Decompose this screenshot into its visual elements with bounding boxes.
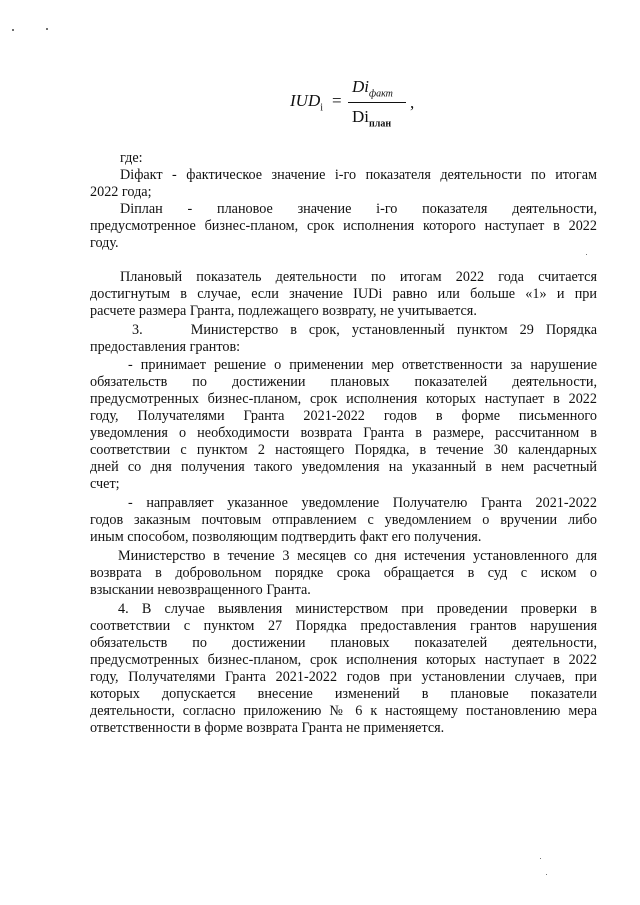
scan-speck (46, 28, 48, 30)
text-line: Министерство в течение 3 месяцев со дня истечения установленного для (118, 548, 597, 564)
text-line: взыскании невозвращенного Гранта. (90, 582, 311, 598)
formula-comma: , (410, 93, 415, 112)
text-line: предусмотренных бизнес-планом, срок исполнения которых наступает в 2022 (90, 652, 597, 668)
text-line: уведомления о необходимости возврата Гранта в размере, рассчитанном в (90, 425, 597, 441)
formula-numerator: $Di_{факт}$ (352, 77, 393, 100)
text-line: возврата в добровольном порядке срока обращается в суд с иском о (90, 565, 597, 581)
text-line: Плановый показатель деятельности по итогам 2022 года считается (120, 269, 597, 285)
text-line: счет; (90, 476, 120, 492)
text-line: Diплан - плановое значение i-го показателя деятельности, (120, 201, 597, 217)
formula-lhs: $IUD_i$ (290, 91, 323, 114)
text-line: году, Получателями Гранта 2021-2022 годов при установлении случаев, при (90, 669, 597, 685)
text-line: соответствии с пунктом 27 Порядка предоставления грантов нарушения (90, 618, 597, 634)
text-line: соответствии с пунктом 2 настоящего Порядка, в течение 30 календарных (90, 442, 597, 458)
text-line: Diфакт - фактическое значение i-го показателя деятельности по итогам (120, 167, 597, 183)
text-line: иным способом, позволяющим подтвердить факт его получения. (90, 529, 482, 545)
text-line: достигнутым в случае, если значение IUDi равно или больше «1» и при (90, 286, 597, 302)
text-line: предусмотренное бизнес-планом, срок исполнения которого наступает в 2022 (90, 218, 597, 234)
text-line: где: (120, 150, 143, 166)
scan-speck (12, 29, 14, 31)
text-line: деятельности, согласно приложению № 6 к настоящему постановлению мера (90, 703, 597, 719)
text-line: которых допускается внесение изменений в плановые показатели (90, 686, 597, 702)
fraction-bar (348, 102, 406, 103)
text-line: - направляет указанное уведомление Получателю Гранта 2021-2022 (128, 495, 597, 511)
scan-speck (546, 874, 547, 875)
text-line: расчете размера Гранта, подлежащего возврату, не учитывается. (90, 303, 477, 319)
text-line: предоставления грантов: (90, 339, 241, 355)
text-line: годов заказным почтовым отправлением с уведомлением о вручении либо (90, 512, 597, 528)
text-line: дней со дня получения такого уведомления на указанный в нем расчетный (90, 459, 597, 475)
text-line: предусмотренных бизнес-планом, срок исполнения которых наступает в 2022 (90, 391, 597, 407)
text-line: обязательств по достижении плановых показателей деятельности, (90, 635, 597, 651)
text-line: - принимает решение о применении мер ответственности за нарушение (128, 357, 597, 373)
formula-equals: = (332, 91, 342, 110)
text-line: году. (90, 235, 119, 251)
text-line: 3. Министерство в срок, установленный пунктом 29 Порядка (132, 322, 597, 338)
formula-denominator: $Di_{план}$ (352, 107, 392, 130)
text-line: 4. В случае выявления министерством при проведении проверки в (118, 601, 597, 617)
iud-formula (290, 78, 430, 138)
text-line: 2022 года; (90, 184, 152, 200)
scan-speck (540, 858, 541, 859)
scan-speck (586, 254, 587, 255)
text-line: ответственности в форме возврата Гранта не применяется. (90, 720, 445, 736)
text-line: году, Получателями Гранта 2021-2022 годов в форме письменного (90, 408, 597, 424)
text-line: обязательств по достижении плановых показателей деятельности, (90, 374, 597, 390)
